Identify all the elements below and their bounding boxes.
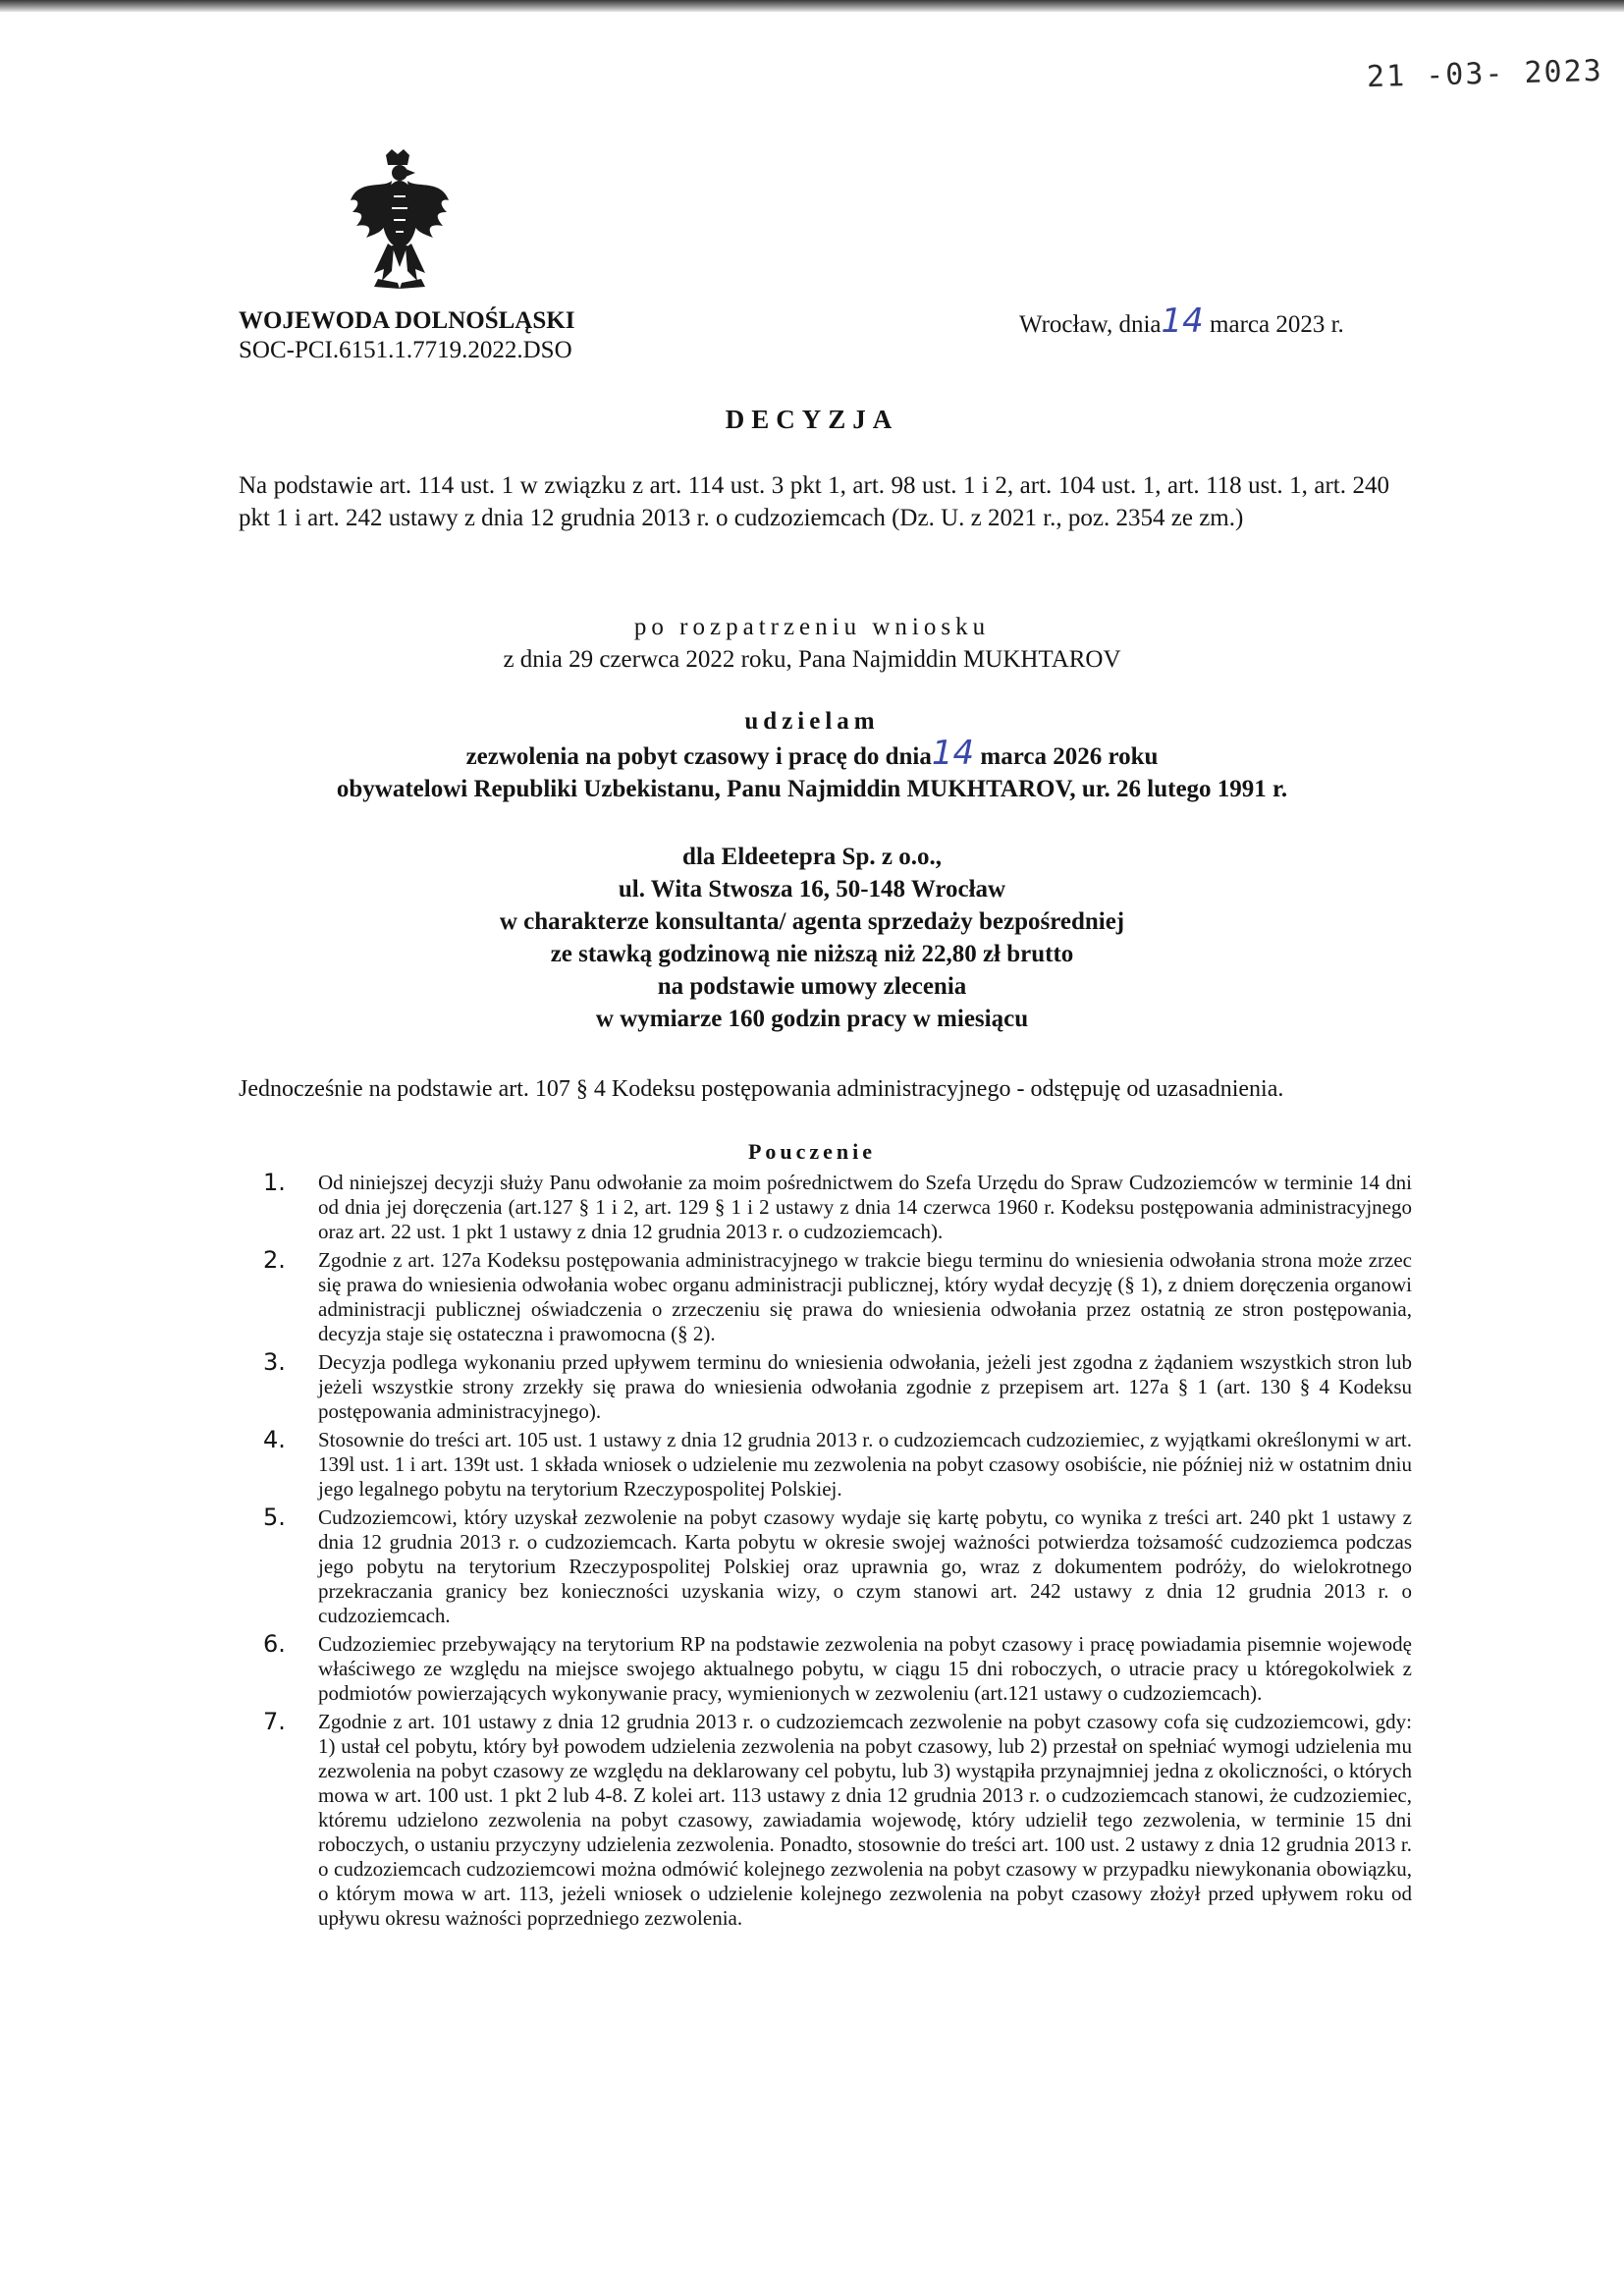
item-number: 7. [263, 1708, 286, 1735]
employer-basis: na podstawie umowy zlecenia [657, 973, 967, 1000]
item-text: Zgodnie z art. 101 ustawy z dnia 12 grudnia 2013 r. o cudzoziemcach zezwolenie na pobyt czasowy cofa się cudzoziemcowi, gdy: 1) ustał cel pobytu, który był powodem udzielenia zezwolenia na pobyt czasowy, lub 2) przestał on spełniać wymogi udzielenia mu zezwolenia na pobyt czasowy ze względu na deklarowany cel pobytu, lub 3) wystąpiła przynajmniej jedna z okoliczności, o których mowa w art. 100 ust. 1 pkt 2 lub 4-8. Z kolei art. 113 ustawy z dnia 12 grudnia 2013 r. o cudzoziemcach stanowi, że cudzoziemiec, któremu udzielono zezwolenia na pobyt czasowy, zawiadamia wojewodę, który udzielił tego zezwolenia, w terminie 15 dni roboczych, o ustaniu przyczyny udzielenia zezwolenia. Ponadto, stosownie do treści art. 100 ust. 2 ustawy z dnia 12 grudnia 2013 r. o cudzoziemcach cudzoziemcowi można odmówić kolejnego zezwolenia na pobyt czasowy w przypadku niewykonania obowiązku, o którym mowa w art. 113, jeżeli wniosek o udzielenie kolejnego zezwolenia na pobyt czasowy złożył przed upływem roku od upływu okresu ważności poprzedniego zezwolenia. [318, 1710, 1412, 1930]
application-heading: po rozpatrzeniu wniosku [633, 614, 991, 640]
application-line: z dnia 29 czerwca 2022 roku, Pana Najmiddin MUKHTAROV [503, 646, 1121, 673]
pouczenie-title: Pouczenie [747, 1139, 877, 1164]
grant-line-1 [0, 734, 1624, 773]
item-text: Cudzoziemcowi, który uzyskał zezwolenie na pobyt czasowy wydaje się kartę pobytu, co wynika z treści art. 240 pkt 1 ustawy z dnia 12 grudnia 2013 r. o cudzoziemcach. Karta pobytu w okresie swojej ważności potwierdza tożsamość cudzoziemca podczas jego pobytu na terytorium Rzeczypospolitej Polskiej oraz uprawnia go, wraz z dokumentem podróży, do wielokrotnego przekraczania granicy bez konieczności uzyskania wizy, o czym stanowi art. 242 ustawy z dnia 12 grudnia 2013 r. o cudzoziemcach. [318, 1505, 1412, 1627]
pouczenie-list [263, 1171, 1412, 1935]
item-text: Od niniejszej decyzji służy Panu odwołanie za moim pośrednictwem do Szefa Urzędu do Spraw Cudzoziemców w terminie 14 dni od dnia jej doręczenia (art.127 § 1 i 2, art. 129 § 1 i 2 ustawy z dnia 14 czerwca 1960 r. Kodeksu postępowania administracyjnego oraz art. 22 ust. 1 pkt 1 ustawy z dnia 12 grudnia 2013 r. o cudzoziemcach). [318, 1171, 1412, 1243]
item-number: 6. [263, 1630, 286, 1658]
authority-name: WOJEWODA DOLNOŚLĄSKI [239, 307, 575, 334]
application-section [0, 611, 1624, 676]
handwritten-day: 14 [1161, 301, 1204, 341]
legal-basis: Na podstawie art. 114 ust. 1 w związku z art. 114 ust. 3 pkt 1, art. 98 ust. 1 i 2, art. 104 ust. 1, art. 118 ust. 1, art. 240 pkt 1 i art. 242 ustawy z dnia 12 grudnia 2013 r. o cudzoziemcach (Dz. U. z 2021 r., poz. 2354 ze zm.) [239, 472, 1389, 531]
place-and-date [1019, 301, 1344, 341]
pouczenie-item [263, 1428, 1412, 1502]
employer-name: dla Eldeetepra Sp. z o.o., [682, 844, 942, 870]
pouczenie-item [263, 1632, 1412, 1706]
employer-rate: ze stawką godzinową nie niższą niż 22,80 zł brutto [550, 941, 1074, 967]
grant-line-1-prefix: zezwolenia na pobyt czasowy i pracę do dnia [465, 743, 932, 770]
issuing-authority [239, 306, 574, 365]
document-title: DECYZJA [725, 405, 899, 434]
case-reference: SOC-PCI.6151.1.7719.2022.DSO [239, 337, 572, 363]
item-number: 2. [263, 1246, 286, 1274]
item-number: 4. [263, 1426, 286, 1453]
grant-line-1-suffix: marca 2026 roku [980, 743, 1159, 770]
pouczenie-item [263, 1710, 1412, 1931]
grant-line-2: obywatelowi Republiki Uzbekistanu, Panu Najmiddin MUKHTAROV, ur. 26 lutego 1991 r. [336, 776, 1288, 802]
item-text: Decyzja podlega wykonaniu przed upływem terminu do wniesienia odwołania, jeżeli jest zgodna z żądaniem wszystkich stron lub jeżeli wszystkie strony zrzekły się prawa do wniesienia odwołania zgodnie z przepisem art. 127a § 1 (art. 130 § 4 Kodeksu postępowania administracyjnego). [318, 1350, 1412, 1423]
pouczenie-item [263, 1350, 1412, 1424]
polish-eagle-emblem [349, 149, 451, 289]
grant-heading: udzielam [744, 708, 880, 735]
received-date-stamp: 21 -03- 2023 [1366, 53, 1604, 95]
employer-hours: w wymiarze 160 godzin pracy w miesiącu [595, 1006, 1029, 1032]
pouczenie-item [263, 1248, 1412, 1346]
handwritten-grant-day: 14 [931, 734, 975, 773]
pouczenie-item [263, 1505, 1412, 1628]
employer-section [0, 841, 1624, 1035]
employer-address: ul. Wita Stwosza 16, 50-148 Wrocław [618, 876, 1006, 902]
justification-waiver: Jednocześnie na podstawie art. 107 § 4 Kodeksu postępowania administracyjnego - odstępuję od uzasadnienia. [239, 1076, 1284, 1102]
item-text: Cudzoziemiec przebywający na terytorium RP na podstawie zezwolenia na pobyt czasowy i pracę powiadamia pisemnie wojewodę właściwego ze względu na miejsce swojego aktualnego pobytu, w ciągu 15 dni roboczych, o utracie pracy u któregokolwiek z podmiotów powierzających wykonywanie pracy, wymienionych w zezwoleniu (art.121 ustawy o cudzoziemcach). [318, 1632, 1412, 1705]
place-date-prefix: Wrocław, dnia [1019, 311, 1162, 338]
item-number: 5. [263, 1503, 286, 1531]
item-number: 1. [263, 1169, 286, 1196]
item-number: 3. [263, 1348, 286, 1376]
item-text: Stosownie do treści art. 105 ust. 1 ustawy z dnia 12 grudnia 2013 r. o cudzoziemcach cudzoziemiec, z wyjątkami określonymi w art. 139l ust. 1 i art. 139t ust. 1 składa wniosek o udzielenie mu zezwolenia na pobyt czasowy osobiście, nie później niż w ostatnim dniu jego legalnego pobytu na terytorium Rzeczypospolitej Polskiej. [318, 1428, 1412, 1501]
pouczenie-item [263, 1171, 1412, 1244]
grant-section [0, 705, 1624, 805]
item-text: Zgodnie z art. 127a Kodeksu postępowania administracyjnego w trakcie biegu terminu do wniesienia odwołania strona może zrzec się prawa do wniesienia odwołania wobec organu administracji publicznej, który wydał decyzję (§ 1), z dniem doręczenia organowi administracji publicznej oświadczenia o zrzeczeniu się prawa do wniesienia odwołania przez ostatnią ze stron postępowania, decyzja staje się ostateczna i prawomocna (§ 2). [318, 1248, 1412, 1345]
scan-edge [0, 0, 1624, 12]
place-date-suffix: marca 2023 r. [1210, 311, 1344, 338]
employer-position: w charakterze konsultanta/ agenta sprzedaży bezpośredniej [499, 908, 1125, 935]
